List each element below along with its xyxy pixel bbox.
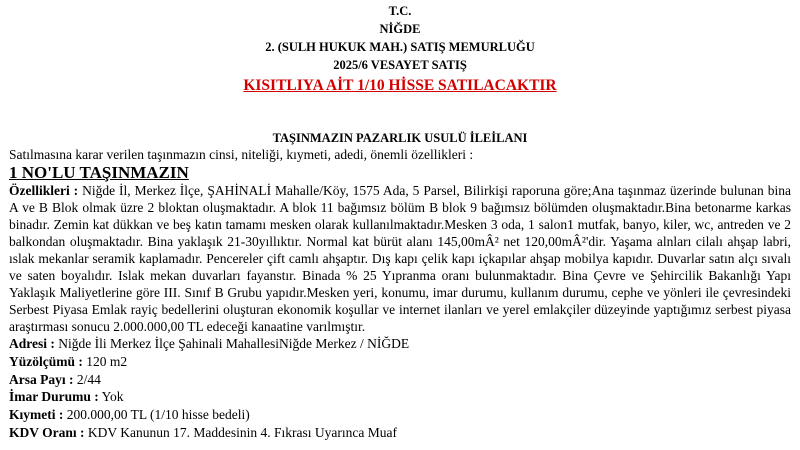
parcel-title: 1 NO'LU TAŞINMAZIN: [9, 163, 189, 182]
share-row: [9, 371, 791, 389]
header-case-number: 2025/6 VESAYET SATIŞ: [333, 58, 467, 72]
value-amount: 200.000,00 TL (1/10 hisse bedeli): [63, 407, 250, 423]
vat-label: KDV Oranı :: [9, 424, 85, 440]
value-row: [9, 406, 791, 424]
features-label: Özellikleri :: [9, 183, 79, 198]
features-paragraph: [9, 182, 791, 335]
section-title: TAŞINMAZIN PAZARLIK USULÜ İLEİLANI: [272, 131, 528, 145]
address-label: Adresi :: [9, 336, 55, 351]
area-label: Yüzölçümü :: [9, 353, 83, 369]
features-text: Niğde İl, Merkez İlçe, ŞAHİNALİ Mahalle/Köy, 1575 Ada, 5 Parsel, Bilirkişi raporuna göre;Ana taşınmaz üzerinde bulunan bina A ve B Blok olmak üzre 2 bloktan oluşmaktadır. A blok 11 bağımsız bölüm B blok 9 bağımsız bölümden oluşmaktadır.Bina betonarme karkas binadır. Zemin kat dükkan ve beş katın tamamı mesken olarak kullanılmaktadır.Mesken 3 oda, 1 salon1 mutfak, banyo, kiler, wc, antreden ve 2 balkondan oluşmaktadır. Bina yaklaşık 21-30yıllıktır. Normal kat bürüt alanı 145,00mÂ² net 120,00mÂ²'dir. Yaşama alnları cilalı ahşap labri, ıslak mekanlar seramik kaplamadır. Pencereler çift camlı ahşaptır. Dış kapı çelik kapı içkapılar ahşap mobilya kapıdır. Duvarlar satın alçı sıvalı ve saten boyalıdır. Islak mekan duvarları fayanstır. Binada % 25 Yıpranma oranı bulunmaktadır. Bina Çevre ve Şehircilik Bakanlığı Yapı Yaklaşık Maliyetlerine göre III. Sınıf B Grubu yapıdır.Mesken yeri, konumu, imar durumu, kullanım durumu, cephe ve yönleri ile çevresindeki Serbest Piyasa Emlak rayiç bedellerini oluşturan ekonomik koşullar ve internet ilanları ve yerel emlakçiler düzeyinde yaptığımız serbest piyasa araştırması sonucu 2.000.000,00 TL edeceği kanaatine varılmıştır.: [9, 183, 791, 334]
header-city: NİĞDE: [379, 22, 421, 36]
share-value: 2/44: [73, 371, 101, 387]
share-label: Arsa Payı :: [9, 371, 74, 387]
area-value: 120 m2: [82, 353, 128, 369]
area-row: [9, 353, 791, 371]
value-label: Kıymeti :: [9, 407, 64, 423]
zoning-label: İmar Durumu :: [9, 389, 99, 405]
address-row: [9, 335, 791, 353]
zoning-value: Yok: [98, 389, 124, 405]
header-office: 2. (SULH HUKUK MAH.) SATIŞ MEMURLUĞU: [265, 40, 535, 54]
document-header: [9, 0, 791, 96]
sale-announcement-title: KISITLIYA AİT 1/10 HİSSE SATILACAKTIR: [243, 77, 557, 94]
intro-text: Satılmasına karar verilen taşınmazın cinsi, niteliği, kıymeti, adedi, önemli özellikleri :: [9, 147, 474, 162]
zoning-row: [9, 388, 791, 406]
address-value: Niğde İli Merkez İlçe Şahinali MahallesiNiğde Merkez / NİĞDE: [54, 336, 410, 351]
vat-row: [9, 424, 791, 442]
header-tc: T.C.: [388, 4, 412, 18]
vat-value: KDV Kanunun 17. Maddesinin 4. Fıkrası Uyarınca Muaf: [84, 424, 397, 440]
